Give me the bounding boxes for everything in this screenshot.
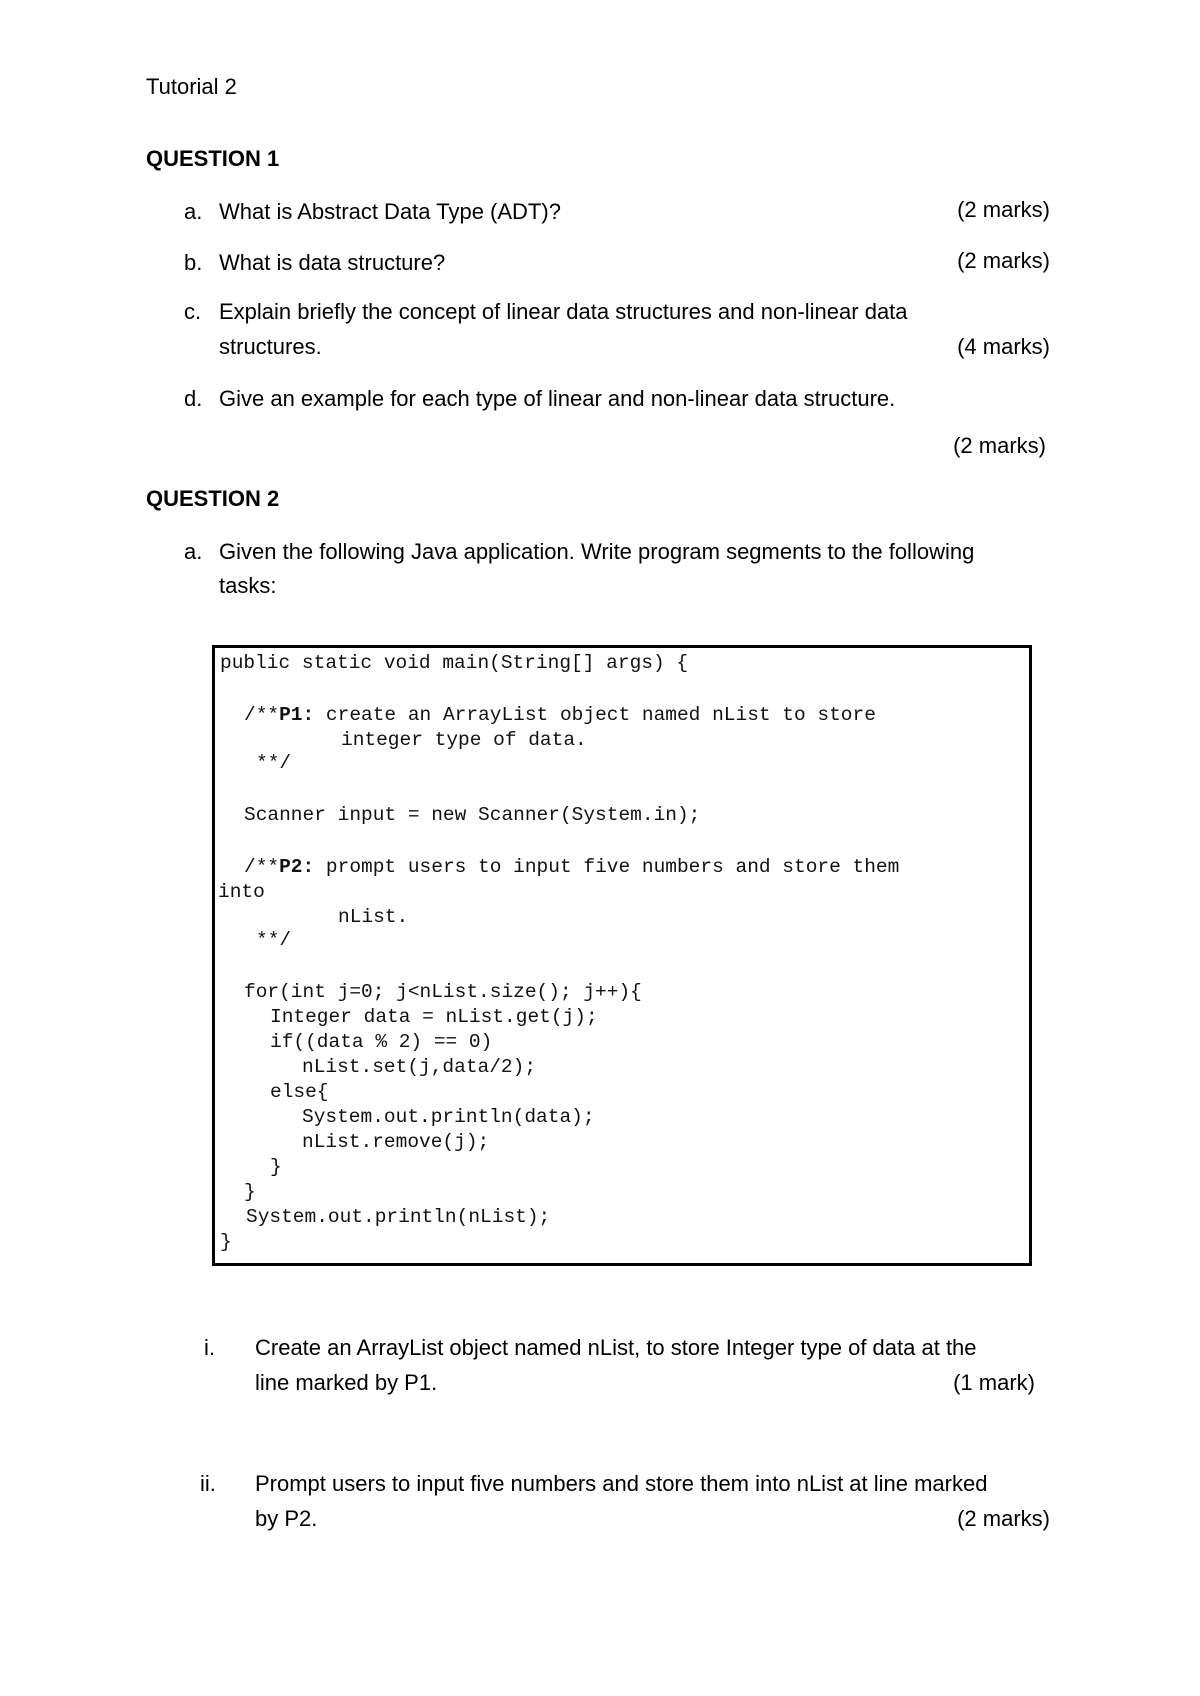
q1-a-marks: (2 marks) — [957, 197, 1050, 222]
code-p1-continuation: integer type of data. — [341, 729, 587, 751]
code-print-list: System.out.println(nList); — [246, 1206, 551, 1228]
code-else-line: else{ — [270, 1081, 329, 1103]
q2-ii-text-line2: by P2. — [255, 1506, 318, 1531]
q1-b-text: What is data structure? — [219, 250, 446, 275]
question-1-heading: QUESTION 1 — [146, 146, 280, 171]
code-print-data: System.out.println(data); — [302, 1106, 595, 1128]
code-if-line: if((data % 2) == 0) — [270, 1031, 493, 1053]
code-close-for: } — [244, 1181, 256, 1203]
q1-b-letter: b. — [184, 250, 203, 275]
code-p2-continuation: nList. — [338, 906, 409, 928]
code-close-else: } — [270, 1156, 282, 1178]
code-scanner-line: Scanner input = new Scanner(System.in); — [244, 804, 701, 826]
code-p1-text: create an ArrayList object named nList to store — [314, 704, 876, 726]
q1-d-text: Give an example for each type of linear and non-linear data structure. — [219, 386, 896, 411]
code-for-loop: for(int j=0; j<nList.size(); j++){ — [244, 981, 642, 1003]
q2-i-text-line2: line marked by P1. — [255, 1370, 438, 1395]
q2-a-text-line2: tasks: — [219, 573, 277, 598]
q2-ii-marks: (2 marks) — [957, 1506, 1050, 1531]
q1-c-marks: (4 marks) — [957, 334, 1050, 359]
q1-c-text-line2: structures. — [219, 334, 322, 359]
q1-c-letter: c. — [184, 299, 202, 324]
question-2-heading: QUESTION 2 — [146, 486, 280, 511]
q2-i-text-line1: Create an ArrayList object named nList, to store Integer type of data at the — [255, 1335, 977, 1360]
code-p2-wrap: into — [218, 881, 265, 903]
q2-a-letter: a. — [184, 539, 203, 564]
code-close-main: } — [220, 1231, 232, 1253]
code-p1-comment-end: **/ — [256, 752, 292, 774]
code-set-line: nList.set(j,data/2); — [302, 1056, 537, 1078]
code-p2-comment: /**P2: prompt users to input five numbers and store them — [244, 856, 900, 878]
code-integer-line: Integer data = nList.get(j); — [270, 1006, 598, 1028]
code-main-signature: public static void main(String[] args) { — [220, 652, 689, 674]
q1-d-marks: (2 marks) — [953, 433, 1046, 458]
q2-a-text-line1: Given the following Java application. Write program segments to the following — [219, 539, 975, 564]
code-p2-text: prompt users to input five numbers and store them — [314, 856, 900, 878]
q1-c-text-line1: Explain briefly the concept of linear data structures and non-linear data — [219, 299, 908, 324]
q1-d-letter: d. — [184, 386, 203, 411]
code-p2-tag: P2: — [279, 856, 315, 878]
q2-i-numeral: i. — [204, 1335, 215, 1360]
q1-b-marks: (2 marks) — [957, 248, 1050, 273]
q1-a-text: What is Abstract Data Type (ADT)? — [219, 199, 561, 224]
document-title: Tutorial 2 — [146, 74, 237, 99]
code-remove-line: nList.remove(j); — [302, 1131, 490, 1153]
code-listing-box — [212, 645, 1032, 1266]
code-p1-comment: /**P1: create an ArrayList object named nList to store — [244, 704, 876, 726]
code-p1-tag: P1: — [279, 704, 315, 726]
code-p2-comment-end: **/ — [256, 929, 292, 951]
q1-a-letter: a. — [184, 199, 203, 224]
q2-i-marks: (1 mark) — [953, 1370, 1035, 1395]
q2-ii-numeral: ii. — [200, 1471, 216, 1496]
q2-ii-text-line1: Prompt users to input five numbers and store them into nList at line marked — [255, 1471, 988, 1496]
